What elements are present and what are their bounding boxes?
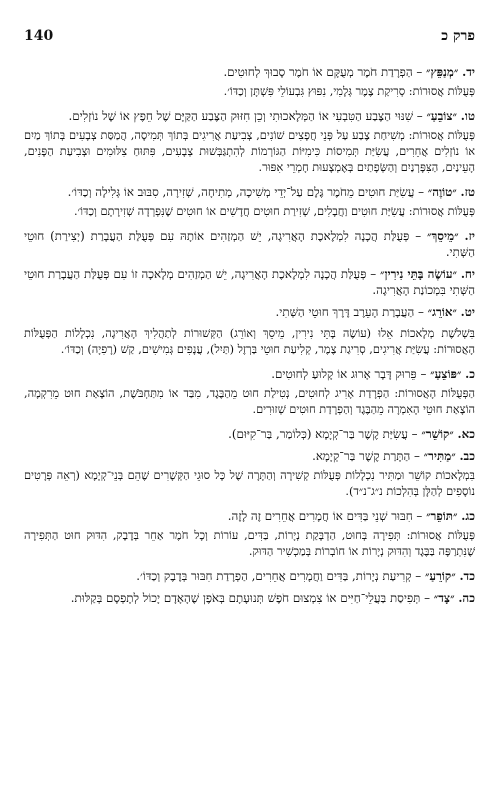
entry-term: ״קוֹרֵעַ״ (424, 569, 456, 583)
entry-term: ״צָד״ (433, 591, 455, 605)
entry-15 (24, 108, 475, 124)
entry-number: יז. (464, 229, 475, 243)
forbidden-actions: הַפְּעֻלּוֹת הָאֲסוּרוֹת: הַפְרָדַת אָרִיג לְחוּטִים, נְטִילַת חוּט מֵהַבֶּגֶד, מִבַּד אוֹ מִתַּחְבֹּשֶׁת, הוֹצָאַת חוּט מֵרִקְמָה, הוֹצָאַת חוּטֵי הָאִמְרָה מֵהַבֶּגֶד וְהַפְרָדַת חוּטִים שְׁזוּרִים. (24, 387, 475, 416)
entry-number: טז. (460, 185, 475, 199)
entry-21 (24, 426, 475, 442)
entry-term: ״טוֹוֶה״ (427, 185, 457, 199)
entry-definition: – עֲשִׂיַּת קֶשֶׁר בַּר־קְיָמָא (כְּלוֹמַר, בַּר־קִיּוּם). (228, 427, 418, 441)
forbidden-actions: פְּעֻלּוֹת אֲסוּרוֹת: עֲשִׂיַּת חוּטִים וַחֲבָלִים, שְׁזִירַת חוּטִים חֲדָשִׁים אוֹ חוּטִים שֶׁנִּפְרְדָה שְׁזִירָתָם וְכַדּוֹ׳. (73, 205, 475, 218)
entry-25 (24, 590, 475, 606)
entry-number: כ. (465, 367, 475, 381)
entry-term: ״עוֹשֶׂה בָּתֵּי נִירִין״ (379, 267, 457, 281)
entry-19 (24, 304, 475, 320)
entry-term: ״קוֹשֵׁר״ (421, 427, 454, 441)
entry-definition: – חִבּוּר שְׁנֵי בַּדִּים אוֹ חֲמָרִים אֲחֵרִים זֶה לָזֶה. (227, 509, 423, 523)
entry-23 (24, 508, 475, 524)
entry-term: ״פּוֹצֵעַ״ (430, 367, 462, 381)
page-header (24, 28, 475, 50)
entry-number: כה. (458, 591, 475, 605)
weaving-paragraph: בִּשְׁלֹשֶׁת מְלָאכוֹת אֵלוּ (עוֹשֶׂה בָּתֵּי נִירִין, מֵיסֵךְ וְאוֹרֵג) הַקְּשׁוּרוֹת לְתַהֲלִיךְ הָאֲרִיגָה, נִכְלָלוֹת הַפְּעֻלּוֹת הָאֲסוּרוֹת: עֲשִׂיַּת אֲרִיגִים, סְרִיגַת צֶמֶר, קְלִיעַת חוּטֵי בַּרְזֶל (תַּיִל), עֲנָפִים גְּמִישִׁים, קַשׁ (רָפִיָה) וְכַדּוֹ׳. (24, 327, 475, 356)
page-number: 140 (24, 28, 54, 44)
entry-number: כד. (459, 569, 475, 583)
book-page (24, 28, 475, 784)
forbidden-actions: פְּעֻלּוֹת אֲסוּרוֹת: תְּפִירָה בְּחוּט, הַדְבָּקַת נְיָרוֹת, בַּדִּים, עוֹרוֹת וְכָל חֹמֶר אַחֵר בְּדֶבֶק, הִדּוּק חוּט הַתְּפִירָה שֶׁנִּתְרַפָּה בַּבֶּגֶד וְהִדּוּק נְיָרוֹת אוֹ חוֹבְרוֹת בְּמַכְשִׁיר הַדּוּק. (24, 529, 475, 558)
entry-definition: – פְּעֻלַּת הֲכָנָה לִמְלֶאכֶת הָאֲרִיגָה, יֵשׁ הַמְזַהִים מְלָאכָה זוֹ עִם פְּעֻלַּת הַעֲבָרַת חוּטֵי הַשְּׁתִי בִּמְכוֹנַת הָאֲרִיגָה. (24, 267, 475, 297)
entry-term: ״אוֹרֵג״ (427, 305, 457, 319)
forbidden-actions: פְּעֻלּוֹת אֲסוּרוֹת: מְשִׁיחַת צֶבַע עַל פְּנֵי חֲפָצִים שׁוֹנִים, צְבִיעַת אֲרִיגִים בְּתוֹךְ תְּמִיסָה, הֲמַסַּת צְבָעִים בְּתוֹךְ מַיִם אוֹ נוֹזְלִים אֲחֵרִים, עֲשִׂיַּת תְּמִיסוֹת כִּימִיּוֹת הַגּוֹרְמוֹת לְהִתְגַּבְּשׁוּת צְבָעִים, פִּתּוּחַ צִלּוּמִים וּצְבִיעַת הַפָּנִים, הָעֵינַיִם, הַצִּפָּרְנַיִם וְהַשְּׂפָתַיִם בְּאֶמְצָעוּת חָמְרֵי אִפּוּר. (24, 129, 475, 174)
entry-22 (24, 448, 475, 464)
entry-number: יד. (462, 65, 475, 79)
entry-term: ״מְנַפֵּץ״ (426, 65, 459, 79)
entry-definition: – הַעֲבָרַת הָעֵרֶב דֶּרֶךְ חוּטֵי הַשְּׁתִי. (275, 305, 424, 319)
entry-16 (24, 184, 475, 200)
entry-number: יט. (460, 305, 475, 319)
entry-18 (24, 266, 475, 298)
forbidden-actions: בִּמְלָאכוֹת קוֹשֵׁר וּמַתִּיר נִכְלָלוֹת פְּעֻלּוֹת קְשִׁירָה וְהַתָּרָה שֶׁל כָּל סוּגֵי הַקְּשָׁרִים שֶׁהֵם בְּנֵי־קְיָמָא (רְאֵה פְּרָטִים נוֹסָפִים לְהַלָּן בְּהִלְכוֹת נ״ג־נ״ד). (24, 469, 475, 498)
entry-definition: – הַתָּרַת קֶשֶׁר בַּר־קְיָמָא. (312, 449, 420, 463)
entry-number: יח. (460, 267, 475, 281)
entry-definition: – פֵּרוּק דָּבָר אָרוּג אוֹ קָלוּעַ לְחוּטִים. (271, 367, 427, 381)
entry-17 (24, 228, 475, 260)
entry-number: כא. (457, 427, 475, 441)
entry-14 (24, 64, 475, 80)
entry-number: כג. (461, 509, 475, 523)
entry-definition: – קְרִיעַת נְיָרוֹת, בַּדִּים וַחֲמָרִים אֲחֵרִים, הַפְרָדַת חִבּוּר בְּדֶבֶק וְכַדּוֹ׳. (136, 569, 422, 583)
entry-definition: – שִׁנּוּי הַצֶּבַע הַטִּבְעִי אוֹ הַמְּלָאכוּתִי וְכֵן חִזּוּק הַצֶּבַע הַקַּיָּם שֶׁל חֵפֶץ אוֹ שֶׁל נוֹזְלִים. (68, 109, 423, 123)
entry-term: ״תּוֹפֵר״ (426, 509, 458, 523)
entry-definition: – עֲשִׂיַּת חוּטִים מֵחֹמֶר גֶּלֶם עַל־יְדֵי מְשִׁיכָה, מְתִיחָה, שְׁזִירָה, סִבּוּב אוֹ גְּלִילָה וְכַדּוֹ׳. (67, 185, 425, 199)
entry-definition: – פְּעֻלַּת הֲכָנָה לִמְלֶאכֶת הָאֲרִיגָה, יֵשׁ הַמְזַהִים אוֹתָהּ עִם פְּעֻלַּת הַעֲבָרַת (יְצִירַת) חוּטֵי הַשְּׁתִי. (24, 229, 475, 259)
entry-number: כב. (459, 449, 475, 463)
entry-20 (24, 366, 475, 382)
entry-term: ״צוֹבֵעַ״ (426, 109, 457, 123)
entry-definition: – תְּפִיסַת בַּעֲלֵי־חַיִּים אוֹ צִמְצוּם חֹפֶשׁ תְּנוּעָתָם בְּאֹפֶן שֶׁהָאָדָם יָכוֹל לְתָפְסָם בְּקַלּוּת. (70, 591, 430, 605)
forbidden-actions: פְּעֻלּוֹת אֲסוּרוֹת: סְרִיקַת צֶמֶר גְּלָמִי, נִפּוּץ גִּבְעוֹלֵי פִּשְׁתָּן וְכַדּוֹ׳. (223, 85, 475, 98)
entry-definition: – הַפְרָדַת חֹמֶר מְעֻקָּם אוֹ חֹמֶר סָבוּךְ לְחוּטִים. (223, 65, 423, 79)
entry-term: ״מֵיסֵךְ״ (427, 229, 459, 243)
entry-24 (24, 568, 475, 584)
entry-number: טו. (460, 109, 475, 123)
chapter-title: פרק כ (441, 28, 475, 44)
entry-term: ״מַתִּיר״ (423, 449, 456, 463)
